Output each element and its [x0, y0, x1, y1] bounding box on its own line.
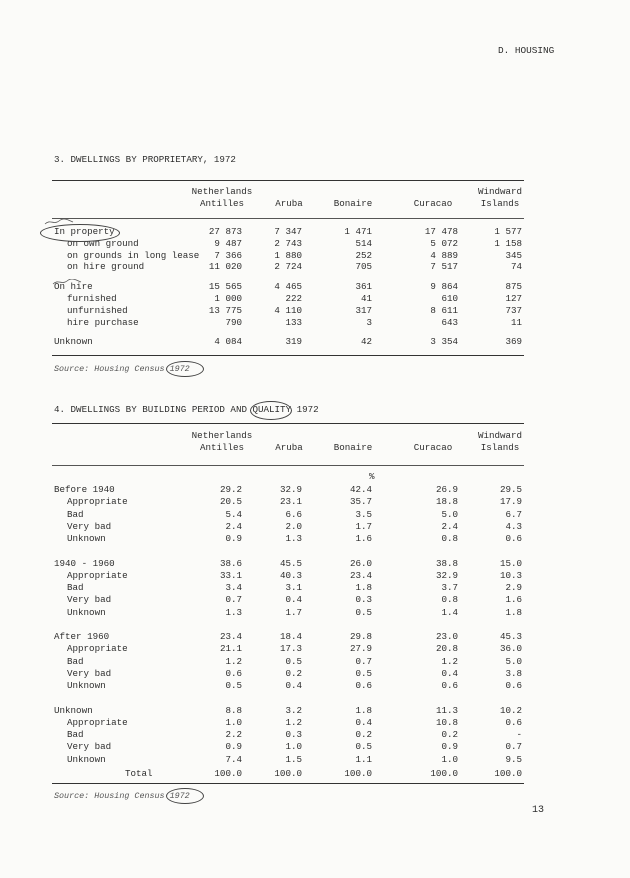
table4-total-value: 100.0: [214, 768, 242, 779]
table4-row-value: 3.7: [441, 582, 458, 594]
table4-row-label: Very bad: [67, 741, 112, 753]
table3-row-value: 4 084: [214, 336, 242, 348]
handwritten-scribble-icon: [52, 279, 82, 285]
table4-row-value: 38.6: [219, 557, 242, 569]
table4-row-label: Unknown: [67, 753, 106, 765]
table3-row-value: 133: [285, 316, 302, 328]
table4-total-label: Total: [125, 768, 153, 779]
table4-row-value: 0.6: [505, 680, 522, 692]
table4-row-value: 0.4: [285, 594, 302, 606]
table4-row-value: 5.0: [441, 508, 458, 520]
table4-row-value: 1.0: [225, 716, 242, 728]
table4-row-value: 20.8: [435, 643, 458, 655]
table4-row-value: 1.2: [285, 716, 302, 728]
table4-row-value: 0.6: [505, 533, 522, 545]
table4-row-value: 0.9: [225, 533, 242, 545]
table3-row-value: 514: [355, 237, 372, 249]
table4-row-label: Bad: [67, 582, 84, 594]
table4-row-value: 2.4: [441, 520, 458, 532]
table3-row-value: 790: [225, 316, 242, 328]
table4-row-value: 0.5: [355, 741, 372, 753]
table4-row-value: 3.4: [225, 582, 242, 594]
table4-row-value: 18.4: [279, 631, 302, 642]
unit-label: %: [369, 471, 375, 482]
table3-row-value: 7 366: [214, 249, 242, 261]
table4-row-label: Before 1940: [54, 484, 115, 495]
source-year: 1972: [169, 791, 190, 801]
table3-row-value: 7 347: [274, 226, 302, 237]
table4-row-label: Very bad: [67, 667, 112, 679]
table4-row-value: 1.6: [355, 533, 372, 545]
table3-row-value: 4 889: [430, 249, 458, 261]
table4-row-value: 29.5: [499, 484, 522, 495]
table4-row-value: 40.3: [279, 569, 302, 581]
column-header-line: [334, 430, 373, 442]
table4-row-label: Bad: [67, 655, 84, 667]
column-header-line: [334, 186, 373, 198]
table4-row-value: 2.2: [225, 729, 242, 741]
table3-row-value: 2 724: [274, 261, 302, 273]
column-header: [275, 186, 303, 209]
table4-row-value: 23.0: [435, 631, 458, 642]
table4-total-value: 100.0: [344, 768, 372, 779]
table4-row-value: 0.3: [285, 729, 302, 741]
table3-row-value: 319: [285, 336, 302, 348]
table4-header-rule: [52, 465, 524, 466]
table4-row-value: 1.0: [441, 753, 458, 765]
table3-row-value: 17 478: [424, 226, 458, 237]
column-header-line: Aruba: [275, 197, 303, 209]
table4-row-value: 0.6: [225, 667, 242, 679]
table3-row-value: 8 611: [430, 304, 458, 316]
table4-title-text: 4. DWELLINGS BY BUILDING PERIOD AND QUALITY: [54, 404, 297, 415]
table4-row-value: 8.8: [225, 704, 242, 716]
table4-row-value: 1.8: [505, 606, 522, 618]
table3-row-label: furnished: [67, 293, 117, 304]
table4-row-value: 35.7: [349, 496, 372, 508]
table4-row-value: 0.7: [505, 741, 522, 753]
table4-row-value: 5.4: [225, 508, 242, 520]
table4-row-value: 1.4: [441, 606, 458, 618]
table4-row-value: 1.7: [285, 606, 302, 618]
table4-row-value: 45.3: [499, 631, 522, 642]
table3-row-value: 42: [360, 336, 372, 348]
table3-row-value: 3: [366, 316, 372, 328]
table4-row-value: 1.5: [285, 753, 302, 765]
table4-row-value: 23.1: [279, 496, 302, 508]
table4-row-label: Unknown: [54, 704, 93, 716]
table4-row-value: 0.6: [505, 716, 522, 728]
table4-row-label: 1940 - 1960: [54, 557, 115, 569]
table3-row-label: In property: [54, 226, 115, 237]
handwritten-circle: [166, 361, 204, 377]
table4-row-value: 23.4: [349, 569, 372, 581]
handwritten-circle: [166, 788, 204, 804]
table4-row-value: 0.8: [441, 533, 458, 545]
table3-row-value: 705: [355, 261, 372, 273]
table3-row-label: on own ground: [67, 237, 139, 249]
table4-row-value: 1.1: [355, 753, 372, 765]
table4-row-label: Very bad: [67, 520, 112, 532]
table4-row-value: 1.8: [355, 704, 372, 716]
table3-row-value: 5 072: [430, 237, 458, 249]
table4-row-value: 0.4: [441, 667, 458, 679]
table3-row-value: 11: [510, 316, 522, 328]
table4-row-value: 17.3: [279, 643, 302, 655]
table3-bottom-rule: [52, 355, 524, 356]
table4-row-value: 0.9: [441, 741, 458, 753]
table4-row-value: 45.5: [279, 557, 302, 569]
table4-row-value: 1.8: [355, 582, 372, 594]
source-label: Source: Housing Census: [54, 791, 170, 801]
handwritten-circle: [40, 224, 120, 242]
table4-total-value: 100.0: [430, 768, 458, 779]
table4-row-value: 0.4: [285, 680, 302, 692]
table3-row-value: 361: [355, 281, 372, 293]
table4-row-value: 3.2: [285, 704, 302, 716]
table4-row-value: 0.7: [225, 594, 242, 606]
table3-row-value: 2 743: [274, 237, 302, 249]
table3-row-value: 4 110: [274, 304, 302, 316]
table4-row-value: 0.5: [355, 667, 372, 679]
table3-row-value: 610: [441, 293, 458, 304]
table4-row-value: 23.4: [219, 631, 242, 642]
column-header-line: Islands: [480, 197, 520, 209]
table3-row-value: 1 158: [494, 237, 522, 249]
table4-top-rule: [52, 423, 524, 424]
table4-row-value: 15.0: [499, 557, 522, 569]
table3-row-value: 369: [505, 336, 522, 348]
table4-row-label: After 1960: [54, 631, 110, 642]
column-header-line: Curacao: [413, 441, 453, 453]
table3-row-value: 9 864: [430, 281, 458, 293]
table3-row-label: on grounds in long lease: [67, 249, 200, 261]
table4-row-value: 0.5: [225, 680, 242, 692]
table3-header-rule: [52, 218, 524, 219]
table4-row-value: 1.6: [505, 594, 522, 606]
column-header-line: Windward: [477, 186, 523, 197]
column-header-line: Netherlands: [191, 430, 253, 441]
table4-row-value: 3.8: [505, 667, 522, 679]
table4-row-value: 0.4: [355, 716, 372, 728]
table4-row-value: 17.9: [499, 496, 522, 508]
table4-row-value: 29.2: [219, 484, 242, 495]
table3-row-value: 11 020: [208, 261, 242, 273]
table4-row-value: 11.3: [435, 704, 458, 716]
table4-row-value: 20.5: [219, 496, 242, 508]
running-head: D. HOUSING: [498, 45, 555, 56]
table4-bottom-rule: [52, 783, 524, 784]
table4-row-value: 3.5: [355, 508, 372, 520]
column-header-line: Netherlands: [191, 186, 253, 197]
table4-row-value: 1.3: [285, 533, 302, 545]
table4-row-value: 2.9: [505, 582, 522, 594]
table4-row-value: 2.4: [225, 520, 242, 532]
table4-row-value: 6.7: [505, 508, 522, 520]
table4-row-value: 36.0: [499, 643, 522, 655]
table4-row-value: -: [516, 729, 522, 741]
table3-title: 3. DWELLINGS BY PROPRIETARY, 1972: [54, 154, 236, 165]
table4-row-value: 0.6: [355, 680, 372, 692]
table3-row-value: 127: [505, 293, 522, 304]
table3-row-label: unfurnished: [67, 304, 128, 316]
table3-row-value: 317: [355, 304, 372, 316]
table3-row-label: on hire ground: [67, 261, 145, 273]
table3-top-rule: [52, 180, 524, 181]
table4-row-label: Very bad: [67, 594, 112, 606]
table4-row-value: 29.8: [349, 631, 372, 642]
table4-row-value: 1.2: [441, 655, 458, 667]
table3-row-value: 9 487: [214, 237, 242, 249]
table3-row-value: 1 880: [274, 249, 302, 261]
column-header: [334, 186, 373, 209]
table3-row-label: Unknown: [54, 336, 93, 348]
column-header-line: [275, 186, 303, 198]
table3-row-value: 4 465: [274, 281, 302, 293]
table4-row-value: 1.0: [285, 741, 302, 753]
table3-row-value: 27 873: [208, 226, 242, 237]
table4-row-value: 10.3: [499, 569, 522, 581]
table3-row-value: 1 000: [214, 293, 242, 304]
column-header: [334, 430, 373, 453]
column-header: [414, 186, 453, 209]
column-header-line: Islands: [480, 441, 520, 453]
table3-row-label: On hire: [54, 281, 93, 293]
column-header-line: Windward: [477, 430, 523, 441]
table3-row-label: hire purchase: [67, 316, 139, 328]
table4-row-value: 38.8: [435, 557, 458, 569]
column-header: [414, 430, 453, 453]
handwritten-circle: [250, 401, 292, 420]
table4-row-value: 27.9: [349, 643, 372, 655]
table3-row-value: 875: [505, 281, 522, 293]
table4-row-value: 4.3: [505, 520, 522, 532]
table3-row-value: 15 565: [208, 281, 242, 293]
table3-row-value: 252: [355, 249, 372, 261]
column-header-line: Curacao: [413, 197, 453, 209]
column-header-line: Bonaire: [333, 197, 373, 209]
table4-row-label: Appropriate: [67, 496, 128, 508]
table4-row-label: Unknown: [67, 606, 106, 618]
table4-row-label: Bad: [67, 508, 84, 520]
column-header-line: Antilles: [199, 197, 245, 209]
table4-row-label: Appropriate: [67, 569, 128, 581]
table3-row-value: 643: [441, 316, 458, 328]
table4-row-value: 0.2: [285, 667, 302, 679]
table4-row-label: Unknown: [67, 680, 106, 692]
table4-row-value: 6.6: [285, 508, 302, 520]
column-header-line: Antilles: [199, 441, 245, 453]
table4-row-value: 1.7: [355, 520, 372, 532]
column-header: [478, 186, 522, 209]
table3-row-value: 7 517: [430, 261, 458, 273]
table4-row-value: 26.0: [349, 557, 372, 569]
column-header: [478, 430, 522, 453]
table3-row-value: 74: [510, 261, 522, 273]
table4-row-value: 0.9: [225, 741, 242, 753]
table4-title-year: 1972: [296, 404, 319, 415]
table4-row-value: 10.8: [435, 716, 458, 728]
table4-row-value: 0.2: [355, 729, 372, 741]
column-header-line: [275, 430, 303, 442]
table4-total-value: 100.0: [274, 768, 302, 779]
table4-total-value: 100.0: [494, 768, 522, 779]
handwritten-scribble-icon: [44, 219, 74, 225]
column-header-line: Bonaire: [333, 441, 373, 453]
table4-row-value: 0.6: [441, 680, 458, 692]
table4-row-value: 0.7: [355, 655, 372, 667]
table3-row-value: 13 775: [208, 304, 242, 316]
table4-row-value: 32.9: [279, 484, 302, 495]
column-header-line: Aruba: [275, 441, 303, 453]
table4-row-value: 2.0: [285, 520, 302, 532]
column-header-line: [414, 430, 453, 442]
table4-row-value: 18.8: [435, 496, 458, 508]
source-label: Source: Housing Census: [54, 364, 170, 374]
table3-row-value: 222: [285, 293, 302, 304]
table4-row-value: 7.4: [225, 753, 242, 765]
table4-row-value: 9.5: [505, 753, 522, 765]
table4-row-label: Bad: [67, 729, 84, 741]
table3-row-value: 3 354: [430, 336, 458, 348]
table4-row-value: 0.5: [355, 606, 372, 618]
table4-row-label: Unknown: [67, 533, 106, 545]
table4-row-label: Appropriate: [67, 643, 128, 655]
table4-row-value: 21.1: [219, 643, 242, 655]
table4-row-label: Appropriate: [67, 716, 128, 728]
table4-row-value: 0.5: [285, 655, 302, 667]
table4-row-value: 1.2: [225, 655, 242, 667]
table3-row-value: 1 577: [494, 226, 522, 237]
table4-row-value: 33.1: [219, 569, 242, 581]
table4-row-value: 0.2: [441, 729, 458, 741]
table4-row-value: 1.3: [225, 606, 242, 618]
table3-row-value: 345: [505, 249, 522, 261]
table4-row-value: 42.4: [349, 484, 372, 495]
column-header: [275, 430, 303, 453]
table4-row-value: 32.9: [435, 569, 458, 581]
table3-row-value: 41: [360, 293, 372, 304]
table3-row-value: 1 471: [344, 226, 372, 237]
page-number: 13: [532, 805, 545, 816]
table4-row-value: 5.0: [505, 655, 522, 667]
source-year: 1972: [169, 364, 190, 374]
table4-row-value: 3.1: [285, 582, 302, 594]
table4-row-value: 0.8: [441, 594, 458, 606]
table4-row-value: 0.3: [355, 594, 372, 606]
column-header: [192, 186, 253, 209]
table4-row-value: 26.9: [435, 484, 458, 495]
column-header-line: [414, 186, 453, 198]
column-header: [192, 430, 253, 453]
table3-row-value: 737: [505, 304, 522, 316]
table4-row-value: 10.2: [499, 704, 522, 716]
